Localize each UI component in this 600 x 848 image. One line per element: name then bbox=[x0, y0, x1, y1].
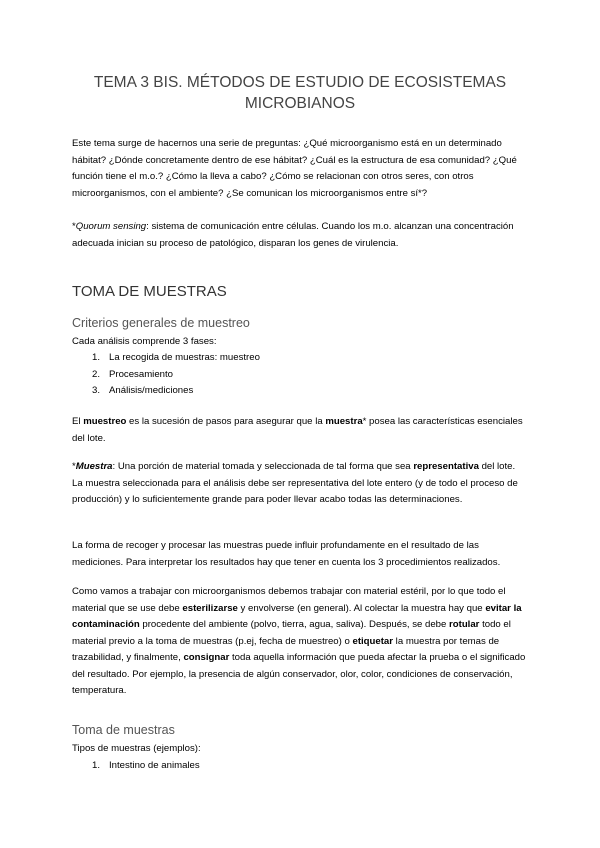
esteril-paragraph: Como vamos a trabajar con microorganismos debemos trabajar con material estéril, por lo que todo el material que se use debe esterilizarse y envolverse (en general). Al colectar la muestra hay que evitar la contaminación procedente del ambiente (polvo, tierra, agua, saliva). Después, se debe rotular todo el material previo a la toma de muestras (p.ej, fecha de muestreo) o etiquetar la muestra por temas de trazabilidad, y finalmente, consignar toda aquella información que pueda afectar la prueba o el significado del resultado. Por ejemplo, la presencia de algún conservador, olor, color, condiciones de conservación, temperatura. bbox=[72, 586, 526, 696]
list-item: 1. Intestino de animales bbox=[92, 760, 200, 771]
list-item: 1. La recogida de muestras: muestreo bbox=[92, 352, 260, 363]
intro-paragraph: Este tema surge de hacernos una serie de preguntas: ¿Qué microorganismo está en un determinado hábitat? ¿Dónde concretamente dentro de ese hábitat? ¿Cuál es la estructura de esa comunidad? ¿Qué función tiene el m.o.? ¿Cómo la lleva a cabo? ¿Cómo se relacionan con otros seres, con otros microorganismos, con el ambiente? ¿Se comunican los microorganismos entre sí*? bbox=[72, 138, 517, 199]
title-line-2: MICROBIANOS bbox=[244, 95, 356, 112]
phases-list bbox=[72, 350, 260, 400]
list-item: 3. Análisis/mediciones bbox=[92, 385, 194, 396]
subsection-heading-toma: Toma de muestras bbox=[72, 723, 175, 737]
phases-intro: Cada análisis comprende 3 fases: bbox=[72, 336, 217, 347]
procesar-paragraph: La forma de recoger y procesar las muestras puede influir profundamente en el resultado de las mediciones. Para interpretar los resultados hay que tener en cuenta los 3 procedimientos realizados. bbox=[72, 540, 501, 568]
muestra-definition: *Muestra: Una porción de material tomada y seleccionada de tal forma que sea representativa del lote. La muestra seleccionada para el análisis debe ser representativa del lote entero (y de todo el proceso de producción) y lo suficientemente grande para poder llevar acabo todas las determinaciones. bbox=[72, 461, 518, 505]
quorum-paragraph bbox=[72, 219, 528, 252]
quorum-text: : sistema de comunicación entre células. Cuando los m.o. alcanzan una concentración adecuada inician su proceso de patológico, disparan los genes de virulencia. bbox=[72, 221, 514, 249]
muestreo-definition: El muestreo es la sucesión de pasos para asegurar que la muestra* posea las características esenciales del lote. bbox=[72, 416, 523, 444]
quorum-term: Quorum sensing bbox=[75, 221, 147, 232]
tipos-list bbox=[72, 758, 200, 775]
title-line-1: TEMA 3 BIS. MÉTODOS DE ESTUDIO DE ECOSISTEMAS bbox=[93, 74, 507, 91]
tipos-intro: Tipos de muestras (ejemplos): bbox=[72, 743, 201, 754]
page-title bbox=[72, 72, 528, 114]
quorum-prefix: * bbox=[72, 221, 76, 232]
subsection-heading-criterios: Criterios generales de muestreo bbox=[72, 316, 250, 330]
list-item: 2. Procesamiento bbox=[92, 368, 173, 380]
section-heading-toma-de-muestras: TOMA DE MUESTRAS bbox=[72, 283, 227, 300]
